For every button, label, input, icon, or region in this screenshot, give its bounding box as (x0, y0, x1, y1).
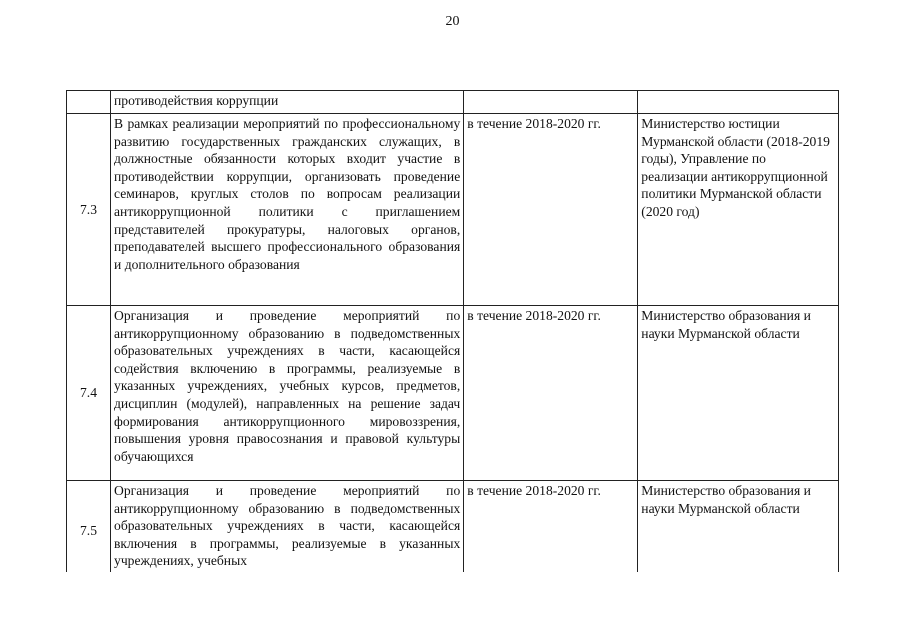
row-number: 7.5 (67, 481, 111, 573)
measure-responsible (638, 91, 839, 114)
row-number: 7.4 (67, 306, 111, 481)
row-number: 7.3 (67, 114, 111, 306)
measure-term (464, 91, 638, 114)
measure-term: в течение 2018-2020 гг. (464, 114, 638, 306)
measure-description: Организация и проведение мероприятий по антикоррупционному образованию в подведомственных образовательных учреждениях в части, касающейся содействия включению в программы, реализуемые в указанных учреждениях, учебных курсов, предметов, дисциплин (модулей), направленных на решение задач формирования антикоррупционного мировоззрения, повышения уровня правосознания и правовой культуры обучающихся (111, 306, 464, 481)
measures-table (66, 90, 839, 572)
measure-term: в течение 2018-2020 гг. (464, 306, 638, 481)
table-row (67, 114, 839, 306)
measure-description: В рамках реализации мероприятий по профессиональному развитию государственных гражданских служащих, в должностные обязанности которых входит участие в противодействии коррупции, организовать проведение семинаров, круглых столов по вопросам реализации антикоррупционной политики с приглашением представителей прокуратуры, налоговых органов, преподавателей высшего профессионального образования и дополнительного образования (111, 114, 464, 306)
measure-description: противодействия коррупции (111, 91, 464, 114)
table-viewport (66, 90, 841, 572)
measure-responsible: Министерство юстиции Мурманской области (2018-2019 годы), Управление по реализации антикоррупционной политики Мурманской области (2020 год) (638, 114, 839, 306)
table-row (67, 91, 839, 114)
page-number: 20 (445, 14, 460, 29)
table-row (67, 481, 839, 573)
measure-term: в течение 2018-2020 гг. (464, 481, 638, 573)
measure-responsible: Министерство образования и науки Мурманской области (638, 306, 839, 481)
row-number (67, 91, 111, 114)
measure-responsible: Министерство образования и науки Мурманской области (638, 481, 839, 573)
table-row (67, 306, 839, 481)
measure-description: Организация и проведение мероприятий по антикоррупционному образованию в подведомственных образовательных учреждениях в части, касающейся включения в программы, реализуемые в указанных учреждениях, учебных (111, 481, 464, 573)
